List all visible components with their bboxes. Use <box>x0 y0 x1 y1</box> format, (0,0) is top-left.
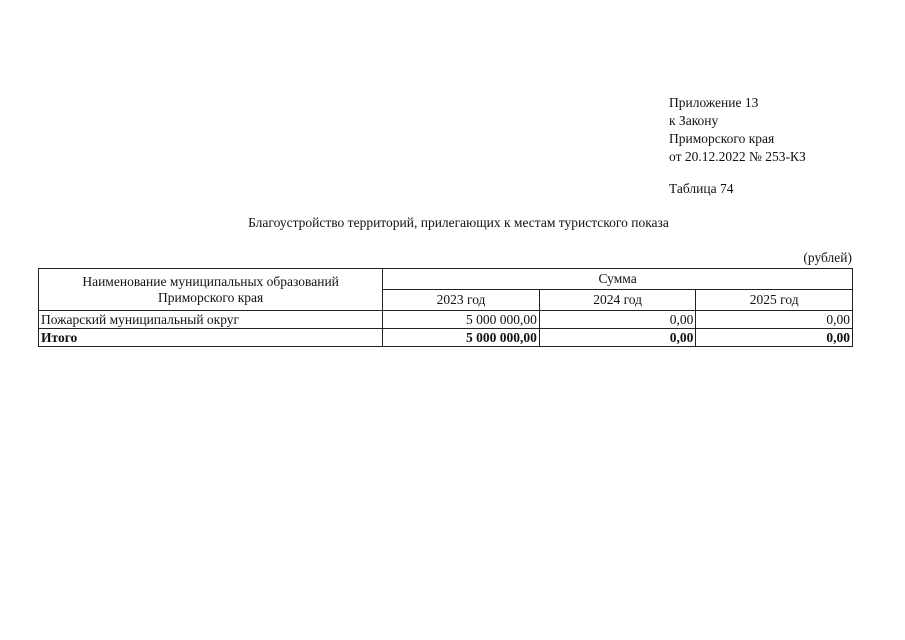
header-sum-cell: Сумма <box>383 269 853 290</box>
total-name-cell: Итого <box>39 329 383 347</box>
header-year-cell: 2025 год <box>696 290 853 311</box>
appendix-line: Приложение 13 <box>669 95 759 110</box>
appendix-line: Приморского края <box>669 131 775 146</box>
table-total-row <box>39 329 853 347</box>
budget-table <box>38 268 853 347</box>
header-name-cell <box>39 269 383 311</box>
header-name-line: Наименование муниципальных образований <box>82 273 339 289</box>
row-value-cell: 0,00 <box>539 311 696 329</box>
appendix-line: к Закону <box>669 113 719 128</box>
table-header-row <box>39 269 853 290</box>
header-year-cell: 2023 год <box>383 290 540 311</box>
table-number: Таблица 74 <box>669 181 734 196</box>
document-title: Благоустройство территорий, прилегающих к местам туристского показа <box>248 215 669 230</box>
row-value-cell: 5 000 000,00 <box>383 311 540 329</box>
header-year-cell: 2024 год <box>539 290 696 311</box>
header-name-line: Приморского края <box>158 289 264 305</box>
table-row <box>39 311 853 329</box>
total-value-cell: 0,00 <box>696 329 853 347</box>
total-value-cell: 0,00 <box>539 329 696 347</box>
appendix-block <box>669 94 806 166</box>
total-value-cell: 5 000 000,00 <box>383 329 540 347</box>
row-name-cell: Пожарский муниципальный округ <box>39 311 383 329</box>
appendix-line: от 20.12.2022 № 253-КЗ <box>669 149 806 164</box>
unit-label: (рублей) <box>803 250 852 265</box>
row-value-cell: 0,00 <box>696 311 853 329</box>
